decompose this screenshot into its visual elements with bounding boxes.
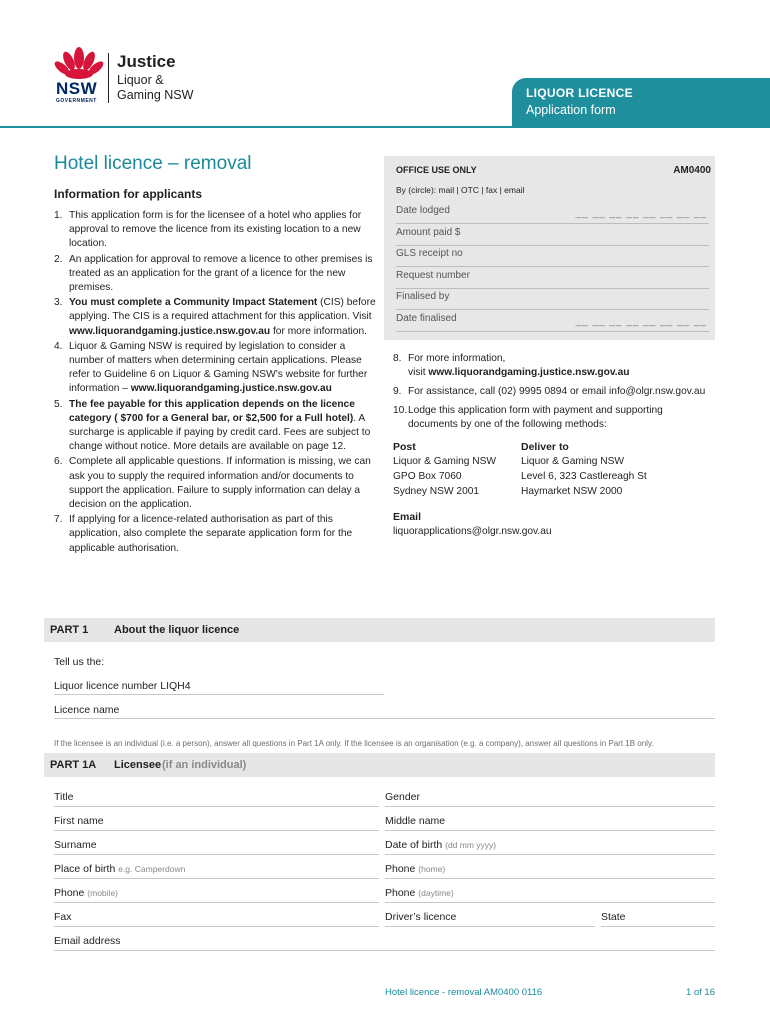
phone-mobile-hint: (mobile) [87, 888, 118, 898]
phone-home-hint: (home) [418, 864, 446, 874]
right-info [393, 352, 723, 432]
footer-page-number: 1 of 16 [685, 987, 715, 998]
waratah-logo-icon [54, 46, 104, 82]
part-1a-title: Licensee [114, 759, 162, 771]
phone-home-input[interactable] [385, 878, 715, 879]
info-item-8: 8. For more information, visit www.liquorandgaming.justice.nsw.gov.au [393, 353, 630, 378]
phone-home-label: Phone (home) [385, 863, 446, 875]
post-heading: Post [393, 441, 416, 453]
form-type-tab [512, 78, 770, 126]
drivers-licence-label: Driver’s licence [385, 911, 457, 923]
logo-nsw-text: NSW [56, 79, 98, 98]
email-heading: Email [393, 511, 422, 523]
part-1-note: If the licensee is an individual (i.e. a person), answer all questions in Part 1A only. If the licensee is an organisation (e.g. a company), answer all questions in Part 1B only. [54, 739, 654, 748]
info-item-2: 2. An application for approval to remove a licence to other premises is treated as an application for the grant of a licence for the new premises. [54, 253, 373, 294]
division-line-2: Gaming NSW [117, 88, 194, 102]
deliver-line-3: Haymarket NSW 2000 [521, 486, 623, 497]
nsw-logo [54, 46, 104, 104]
licence-number-input[interactable] [54, 694, 384, 695]
post-line-3: Sydney NSW 2001 [393, 486, 480, 497]
info-item-1: 1. This application form is for the licensee of a hotel who applies for approval to remove the licence from its existing location to a new location. [54, 210, 362, 250]
info-item-3: 3. You must complete a Community Impact Statement (CIS) before applying. The CIS is a required attachment for this application. Visit www.liquorandgaming.justice.nsw.gov.au for more information. [54, 297, 376, 337]
deliver-line-2: Level 6, 323 Castlereagh St [521, 471, 647, 482]
phone-daytime-input[interactable] [385, 902, 715, 903]
part-1-number: PART 1 [50, 624, 89, 636]
dob-label: Date of birth (dd mm yyyy) [385, 839, 497, 851]
footer-doc-ref: Hotel licence - removal AM0400 0116 [385, 987, 543, 998]
page-title: Hotel licence – removal [54, 153, 252, 174]
first-name-input[interactable] [54, 830, 379, 831]
deliver-heading: Deliver to [521, 441, 569, 453]
surname-input[interactable] [54, 854, 379, 855]
state-label: State [601, 911, 626, 923]
deliver-line-1: Liquor & Gaming NSW [521, 456, 625, 467]
surname-label: Surname [54, 839, 97, 851]
phone-daytime-label: Phone (daytime) [385, 887, 454, 899]
office-circle-methods: By (circle): mail | OTC | fax | email [396, 185, 525, 195]
title-input[interactable] [54, 806, 379, 807]
website-link[interactable]: www.liquorandgaming.justice.nsw.gov.au [428, 367, 630, 378]
gender-label: Gender [385, 791, 421, 803]
fax-label: Fax [54, 911, 72, 923]
header-rule [0, 126, 770, 128]
pob-label: Place of birth e.g. Camperdown [54, 863, 186, 875]
form-type-title: LIQUOR LICENCE [526, 86, 633, 100]
office-row-gls-receipt: GLS receipt no [396, 248, 709, 267]
office-row-date-finalised: Date finalised __ __ __ __ __ __ __ __ [396, 313, 709, 332]
info-item-10: 10. Lodge this application form with payment and supporting documents by one of the following methods: [393, 405, 663, 430]
pob-input[interactable] [54, 878, 379, 879]
info-item-5: 5. The fee payable for this application depends on the licence category ( $700 for a General bar, or $2,500 for a Full hotel). A surcharge is applicable if paying by credit card. Fees are subject to change without notice. More details are available on page 12. [54, 398, 371, 453]
info-list [54, 209, 376, 557]
logo-government-text: GOVERNMENT [56, 98, 97, 104]
info-item-9: 9. For assistance, call (02) 9995 0894 or email info@olgr.nsw.gov.au [393, 386, 706, 397]
part-1a-number: PART 1A [50, 759, 97, 771]
licence-name-label: Licence name [54, 704, 120, 716]
form-type-subtitle: Application form [526, 103, 616, 117]
division-line-1: Liquor & [117, 73, 164, 87]
phone-mobile-input[interactable] [54, 902, 379, 903]
info-heading: Information for applicants [54, 187, 203, 201]
info-item-6: 6. Complete all applicable questions. If information is missing, we can ask you to supply the required information and/or documents to support the application. Failure to supply information can delay a decision on the application. [54, 456, 371, 511]
gender-input[interactable] [385, 806, 715, 807]
justice-title: Justice [117, 52, 176, 71]
drivers-licence-input[interactable] [385, 926, 595, 927]
office-use-box [384, 156, 715, 340]
email-address-label: Email address [54, 935, 121, 947]
state-input[interactable] [601, 926, 715, 927]
office-row-request-number: Request number [396, 270, 709, 289]
dob-hint: (dd mm yyyy) [445, 840, 497, 850]
info-item-4: 4. Liquor & Gaming NSW is required by legislation to consider a number of matters when determining certain applications. Please refer to Guideline 6 on Liquor & Gaming NSW’s website for further information – www.liquorandgaming.justice.nsw.gov.au [54, 340, 368, 395]
office-use-title: OFFICE USE ONLY [396, 165, 477, 175]
office-form-code: AM0400 [673, 165, 711, 176]
email-address-input[interactable] [54, 950, 715, 951]
info-item-7: 7. If applying for a licence-related authorisation as part of this application, also complete the separate application form for the applicable authorisation. [54, 514, 353, 554]
middle-name-input[interactable] [385, 830, 715, 831]
logo-divider [108, 53, 109, 103]
licence-number-label: Liquor licence number LIQH4 [54, 680, 191, 692]
part-1-bar [44, 618, 715, 642]
licence-name-input[interactable] [54, 718, 715, 719]
phone-daytime-hint: (daytime) [418, 888, 454, 898]
part-1-title: About the liquor licence [114, 624, 240, 636]
office-row-finalised-by: Finalised by [396, 291, 709, 310]
date-lodged-dashes: __ __ __ __ __ __ __ __ [575, 208, 707, 219]
email-address[interactable]: liquorapplications@olgr.nsw.gov.au [393, 526, 552, 537]
post-line-2: GPO Box 7060 [393, 471, 462, 482]
date-finalised-dashes: __ __ __ __ __ __ __ __ [575, 316, 707, 327]
post-line-1: Liquor & Gaming NSW [393, 456, 497, 467]
middle-name-label: Middle name [385, 815, 446, 827]
first-name-label: First name [54, 815, 104, 827]
tell-us-label: Tell us the: [54, 656, 105, 668]
phone-mobile-label: Phone (mobile) [54, 887, 118, 899]
office-row-date-lodged: Date lodged __ __ __ __ __ __ __ __ [396, 205, 709, 224]
title-label: Title [54, 791, 74, 803]
part-1a-subtitle: (if an individual) [162, 759, 247, 771]
office-row-amount-paid: Amount paid $ [396, 227, 709, 246]
part-1a-bar [44, 753, 715, 777]
dob-input[interactable] [385, 854, 715, 855]
fax-input[interactable] [54, 926, 379, 927]
pob-hint: e.g. Camperdown [118, 864, 186, 874]
